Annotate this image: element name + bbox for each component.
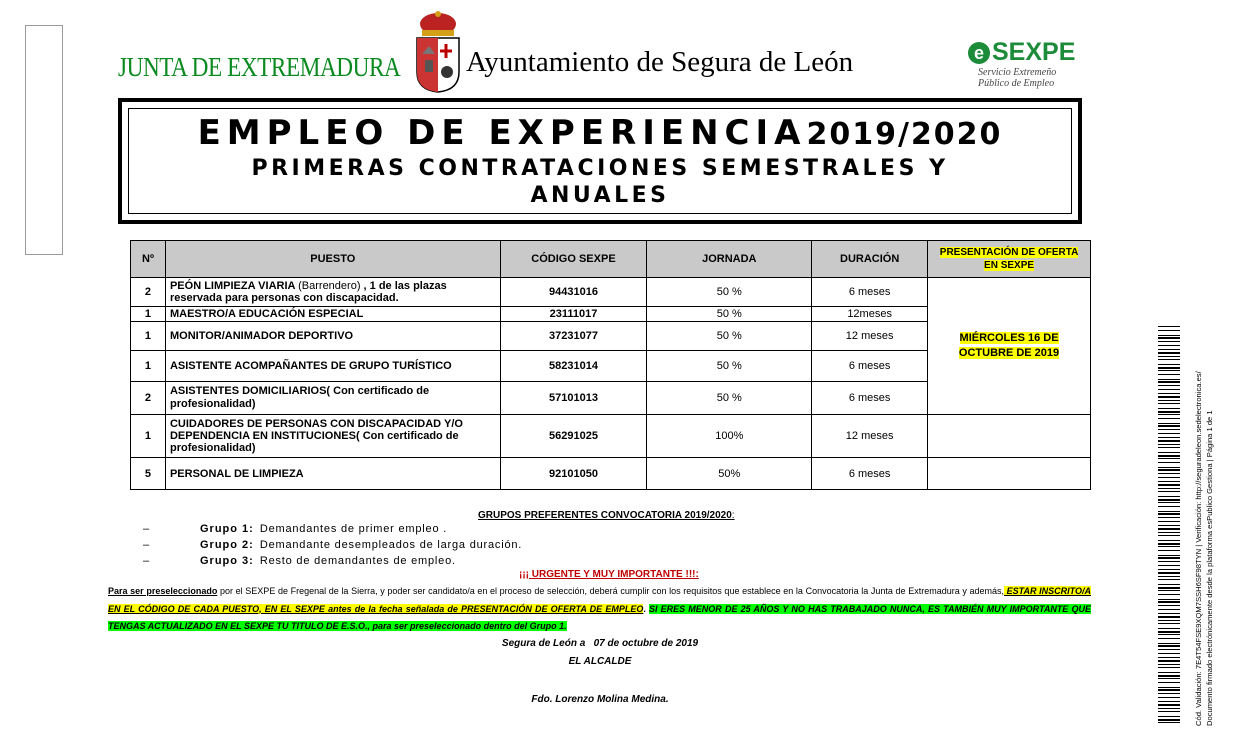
barcode-bar (1158, 579, 1180, 580)
barcode-bar (1158, 631, 1180, 633)
barcode-bar (1158, 335, 1180, 336)
barcode-bar (1158, 701, 1180, 702)
row-duracion: 6 meses (812, 458, 928, 490)
barcode-bar (1158, 609, 1180, 610)
row-codigo: 23111017 (500, 307, 647, 322)
row-jornada: 100% (647, 415, 812, 458)
col-header-codigo: CÓDIGO SEXPE (500, 241, 647, 278)
barcode-bar (1158, 546, 1180, 547)
table-row (131, 415, 1091, 458)
row-puesto: PERSONAL DE LIMPIEZA (165, 458, 500, 490)
barcode-bar (1158, 682, 1180, 683)
barcode-bar (1158, 590, 1180, 591)
row-n: 2 (131, 278, 166, 307)
barcode-bar (1158, 689, 1180, 691)
barcode-bar (1158, 605, 1180, 606)
barcode-bar (1158, 649, 1180, 650)
grupos-list (143, 521, 522, 569)
list-item (143, 537, 522, 553)
row-codigo: 58231014 (500, 351, 647, 382)
row-duracion: 12meses (812, 307, 928, 322)
barcode-bar (1158, 587, 1180, 589)
barcode-bar (1158, 565, 1180, 566)
barcode-bar (1158, 513, 1180, 515)
row-n: 1 (131, 351, 166, 382)
barcode-bar (1158, 711, 1180, 712)
barcode-bar (1158, 675, 1180, 677)
row-duracion: 6 meses (812, 278, 928, 307)
list-dash: – (143, 555, 150, 567)
barcode-bar (1158, 535, 1180, 536)
barcode-bar (1158, 469, 1180, 471)
table-row (131, 458, 1091, 490)
barcode-bar (1158, 708, 1180, 709)
barcode-bar (1158, 455, 1180, 457)
barcode-bar (1158, 667, 1180, 668)
barcode-bar (1158, 473, 1180, 474)
row-jornada: 50% (647, 458, 812, 490)
barcode-bar (1158, 599, 1180, 600)
col-header-jornada: JORNADA (647, 241, 812, 278)
barcode-bar (1158, 444, 1180, 445)
barcode-bar (1158, 379, 1180, 380)
empty-cell (928, 458, 1091, 490)
barcode-bar (1158, 521, 1180, 522)
row-codigo: 56291025 (500, 415, 647, 458)
left-margin-frame (25, 25, 63, 255)
grupo-text: Resto de demandantes de empleo. (259, 555, 456, 567)
row-jornada: 50 % (647, 351, 812, 382)
barcode-bar (1158, 532, 1180, 533)
col-header-n: Nº (131, 241, 166, 278)
barcode-bar (1158, 418, 1180, 419)
barcode-bar (1158, 506, 1180, 507)
barcode-bar (1158, 634, 1180, 635)
barcode-bar (1158, 616, 1180, 618)
barcode-bar (1158, 528, 1180, 530)
table-row (131, 278, 1091, 307)
barcode-bar (1158, 664, 1180, 665)
barcode-bar (1158, 719, 1180, 721)
notice-paragraph: Para ser preseleccionado por el SEXPE de Fregenal de la Sierra, y poder ser candidato/a en el proceso de selección, deberá cumplir con los requisitos que establece en la Convocatoria la Junta de Extremadura y además, ESTAR INSCRITO/A EN EL CÓDIGO DE CADA PUESTO, EN EL SEXPE antes de la fecha señalada de PRESENTACIÓN DE OFERTA DE EMPLEO. SI ERES MENOR DE 25 AÑOS Y NO HAS TRABAJADO NUNCA, ES TAMBIÉN MUY IMPORTANTE QUE TENGAS ACTUALIZADO EN EL SEXPE TU TITULO DE E.S.O., para ser preseleccionado dentro del Grupo 1. (108, 586, 1091, 631)
barcode-bar (1158, 356, 1180, 357)
barcode-bar (1158, 447, 1180, 448)
barcode-bar (1158, 543, 1180, 545)
row-codigo: 92101050 (500, 458, 647, 490)
row-codigo: 57101013 (500, 382, 647, 415)
list-dash: – (143, 523, 150, 535)
title-main: EMPLEO DE EXPERIENCIA (197, 113, 807, 153)
sexpe-subtitle-2: Público de Empleo (978, 78, 1055, 89)
list-item (143, 553, 522, 569)
barcode-bar (1158, 499, 1180, 501)
barcode-bar (1158, 408, 1180, 409)
row-duracion: 12 meses (812, 322, 928, 351)
sexpe-e-icon: e (968, 42, 990, 64)
signer-role: EL ALCALDE (568, 656, 632, 667)
row-jornada: 50 % (647, 382, 812, 415)
barcode-bar (1158, 638, 1180, 639)
grupo-label: Grupo 3: (200, 555, 254, 567)
validation-text (1190, 364, 1220, 726)
barcode-bar (1158, 572, 1180, 574)
barcode-bar (1158, 370, 1180, 371)
barcode-bar (1158, 458, 1180, 459)
barcode-bar (1158, 462, 1180, 463)
row-puesto: ASISTENTE ACOMPAÑANTES DE GRUPO TURÍSTICO (165, 351, 500, 382)
urgent-notice: ¡¡¡ URGENTE Y MUY IMPORTANTE !!!: (519, 569, 699, 580)
barcode-bar (1158, 628, 1180, 629)
barcode-bar (1158, 440, 1180, 442)
barcode-bar (1158, 491, 1180, 492)
barcode-bar (1158, 511, 1180, 512)
barcode-bar (1158, 341, 1180, 342)
barcode-bar (1158, 555, 1180, 556)
row-puesto: MONITOR/ANIMADOR DEPORTIVO (165, 322, 500, 351)
barcode-bar (1158, 393, 1180, 394)
jobs-table (130, 240, 1091, 490)
junta-extremadura-logo: JUNTA DE EXTREMADURA (118, 52, 401, 82)
grupo-text: Demandante desempleados de larga duración. (259, 539, 523, 551)
ayuntamiento-title: Ayuntamiento de Segura de León (466, 46, 854, 78)
row-n: 5 (131, 458, 166, 490)
barcode-bar (1158, 687, 1180, 688)
barcode-bar (1158, 672, 1180, 673)
barcode-bar (1158, 620, 1180, 621)
barcode-bar (1158, 557, 1180, 559)
barcode-bar (1158, 437, 1180, 438)
title-line-3: ANUALES (530, 183, 670, 208)
grupo-label: Grupo 1: (200, 523, 254, 535)
barcode-bar (1158, 337, 1180, 339)
barcode-bar (1158, 326, 1180, 327)
barcode-bar (1158, 660, 1180, 662)
barcode-bar (1158, 488, 1180, 489)
barcode-bar (1158, 657, 1180, 658)
barcode-bar (1158, 704, 1180, 706)
barcode-bar (1158, 653, 1180, 654)
notice-lead: Para ser preseleccionado (108, 586, 218, 596)
barcode-bar (1158, 367, 1180, 369)
barcode-bar (1158, 645, 1180, 647)
barcode-bar (1158, 569, 1180, 570)
row-jornada: 50 % (647, 322, 812, 351)
barcode-bar (1158, 425, 1180, 427)
barcode-bar (1158, 403, 1180, 404)
col-header-puesto: PUESTO (165, 241, 500, 278)
barcode-bar (1158, 502, 1180, 503)
col-header-presentacion: PRESENTACIÓN DE OFERTA EN SEXPE (928, 241, 1091, 278)
row-n: 2 (131, 382, 166, 415)
barcode (1158, 326, 1180, 726)
barcode-bar (1158, 613, 1180, 614)
row-puesto: MAESTRO/A EDUCACIÓN ESPECIAL (165, 307, 500, 322)
barcode-bar (1158, 374, 1180, 375)
barcode-bar (1158, 525, 1180, 526)
list-dash: – (143, 539, 150, 551)
sexpe-name: SEXPE (992, 38, 1076, 66)
row-codigo: 37231077 (500, 322, 647, 351)
list-item (143, 521, 522, 537)
barcode-bar (1158, 517, 1180, 518)
barcode-bar (1158, 364, 1180, 365)
barcode-bar (1158, 561, 1180, 562)
barcode-bar (1158, 496, 1180, 497)
barcode-bar (1158, 540, 1180, 541)
presentation-date-cell (928, 278, 1091, 415)
barcode-bar (1158, 352, 1180, 354)
notice-body: por el SEXPE de Fregenal de la Sierra, y poder ser candidato/a en el proceso de selección, deberá cumplir con los requisitos que establece en la Convocatoria la Junta de Extremadura y además, (217, 586, 1005, 596)
validation-line-1: Cód. Validación: 7E4T54FSE9XQM7SSH6SF98TYN | Verificación: http://seguradeleon.sedelectronica.es/ (1194, 371, 1203, 726)
barcode-bar (1158, 550, 1180, 551)
place-date: Segura de León a 07 de octubre de 2019 (501, 638, 699, 649)
barcode-bar (1158, 693, 1180, 694)
barcode-bar (1158, 429, 1180, 430)
row-n: 1 (131, 415, 166, 458)
row-puesto: ASISTENTES DOMICILIARIOS( Con certificado de profesionalidad) (165, 382, 500, 415)
col-header-duracion: DURACIÓN (812, 241, 928, 278)
barcode-bar (1158, 414, 1180, 415)
title-box (118, 98, 1082, 224)
row-duracion: 12 meses (812, 415, 928, 458)
grupos-title: GRUPOS PREFERENTES CONVOCATORIA 2019/2020: (478, 510, 735, 521)
barcode-bar (1158, 477, 1180, 478)
barcode-bar (1158, 716, 1180, 717)
presentation-date: MIÉRCOLES 16 DE OCTUBRE DE 2019 (958, 332, 1060, 359)
title-line-2: PRIMERAS CONTRATACIONES SEMESTRALES Y (251, 156, 949, 181)
row-codigo: 94431016 (500, 278, 647, 307)
row-duracion: 6 meses (812, 351, 928, 382)
validation-line-2: Documento firmado electrónicamente desde la plataforma esPublico Gestiona | Página 1 de 1 (1205, 410, 1214, 726)
grupo-label: Grupo 2: (200, 539, 254, 551)
barcode-bar (1158, 594, 1180, 595)
barcode-bar (1158, 330, 1180, 331)
title-year: 2019/2020 (806, 117, 1003, 152)
sexpe-logo (968, 38, 1078, 94)
grupo-text: Demandantes de primer empleo . (259, 523, 448, 535)
barcode-bar (1158, 623, 1180, 624)
barcode-bar (1158, 452, 1180, 453)
notice-yellow-highlight: ESTAR INSCRITO/A EN EL CÓDIGO DE CADA PUESTO, EN EL SEXPE antes de la fecha señalada de PRESENTACIÓN DE OFERTA DE EMPLEO (108, 586, 1091, 614)
barcode-bar (1158, 601, 1180, 603)
barcode-bar (1158, 345, 1180, 346)
row-n: 1 (131, 322, 166, 351)
notice-green-highlight: SI ERES MENOR DE 25 AÑOS Y NO HAS TRABAJADO NUNCA, ES TAMBIÉN MUY IMPORTANTE QUE TENGAS ACTUALIZADO EN EL SEXPE TU TITULO DE E.S.O., para ser preseleccionado dentro del Grupo 1. (108, 603, 1091, 631)
barcode-bar (1158, 349, 1180, 350)
title-line-1 (129, 113, 1071, 155)
row-jornada: 50 % (647, 307, 812, 322)
row-puesto: CUIDADORES DE PERSONAS CON DISCAPACIDAD Y/O DEPENDENCIA EN INSTITUCIONES( Con certificado de profesionalidad) (165, 415, 500, 458)
barcode-bar (1158, 467, 1180, 468)
barcode-bar (1158, 359, 1180, 360)
barcode-bar (1158, 433, 1180, 434)
signer-name: Fdo. Lorenzo Molina Medina. (531, 694, 669, 705)
barcode-bar (1158, 389, 1180, 390)
empty-cell (928, 415, 1091, 458)
barcode-bar (1158, 400, 1180, 401)
barcode-bar (1158, 722, 1180, 723)
row-duracion: 6 meses (812, 382, 928, 415)
barcode-bar (1158, 381, 1180, 383)
row-puesto: PEÓN LIMPIEZA VIARIA (Barrendero) , 1 de las plazas reservada para personas con discapacidad. (165, 278, 500, 307)
barcode-bar (1158, 411, 1180, 413)
barcode-bar (1158, 484, 1180, 486)
coat-of-arms-icon (413, 10, 463, 94)
barcode-bar (1158, 584, 1180, 585)
barcode-bar (1158, 423, 1180, 424)
barcode-bar (1158, 643, 1180, 644)
barcode-bar (1158, 576, 1180, 577)
barcode-bar (1158, 697, 1180, 698)
sexpe-subtitle-1: Servicio Extremeño (978, 67, 1057, 78)
barcode-bar (1158, 385, 1180, 386)
row-jornada: 50 % (647, 278, 812, 307)
row-n: 1 (131, 307, 166, 322)
barcode-bar (1158, 678, 1180, 679)
barcode-bar (1158, 396, 1180, 398)
barcode-bar (1158, 481, 1180, 482)
